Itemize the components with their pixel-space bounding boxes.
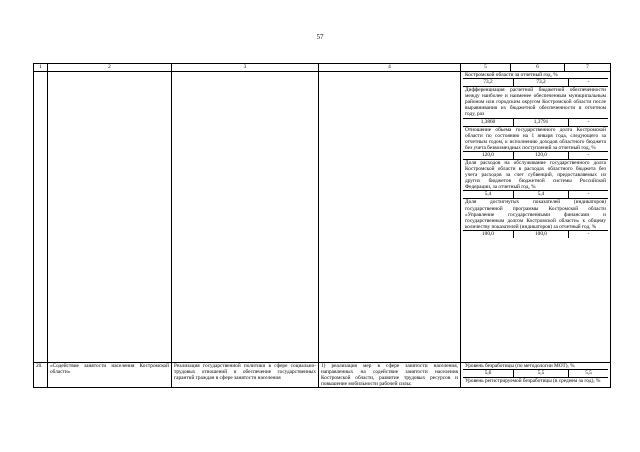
row-number: 20. (34, 363, 48, 388)
value-col5: 1,3860 (463, 119, 514, 126)
indicator-stack (461, 72, 611, 363)
value-col5: 5,4 (463, 191, 514, 198)
header-col-1: 1 (34, 64, 48, 72)
indicator-values (463, 231, 608, 238)
value-col7: - (587, 191, 590, 198)
program-task: 1) реализация мер в сфере занятости населения, направленных на содействие занятости населения Костромской области, развитие трудовых ресурсов и повышение мобильности рабочей силы; (319, 363, 461, 388)
value-col6: 73,2 (514, 79, 569, 86)
value-col6: 5,4 (514, 191, 569, 198)
header-col-7: 7 (565, 64, 611, 72)
indicator-text: Доля расходов на обслуживание государственного долга Костромской области в расходах областного бюджета без учета расходов за счет субвенций, предоставляемых из других бюджетов бюджетной системы Российской Федерации, за отчетный год, % (465, 159, 606, 191)
header-row (34, 64, 611, 72)
program-name: «Содействие занятости населения Костромской области» (48, 363, 172, 388)
value-col5: 100,0 (463, 231, 514, 238)
header-col-5: 5 (461, 64, 511, 72)
page-number: 57 (316, 33, 324, 41)
header-col-3: 3 (172, 64, 319, 72)
indicator-stack (461, 363, 611, 388)
value-col7: 5,5 (585, 370, 592, 377)
indicator-values (463, 119, 608, 127)
continuation-row (34, 72, 611, 363)
header-col-6: 6 (511, 64, 565, 72)
indicator-values (463, 152, 608, 160)
value-col5: 5,6 (463, 370, 514, 377)
value-col7: - (587, 79, 590, 86)
indicator-text: Костромской области за отчетный год, % (463, 72, 608, 79)
program-table (33, 63, 611, 388)
indicator-text: Уровень регистрируемой безработицы (в среднем за год), % (465, 378, 601, 385)
header-col-2: 2 (48, 64, 172, 72)
indicator-text: Отношение объема государственного долга Костромской области по состоянию на 1 января года, следующего за отчетным годом, к исполнению доходов областного бюджета без учета безвозмездных поступлений за отчетный год, % (465, 126, 606, 151)
program-goal: Реализация государственной политики в сфере социально-трудовых отношений и обеспечение государственных гарантий граждан в сфере занятости населения (172, 363, 319, 388)
value-col6: 1,3791 (514, 119, 569, 126)
value-col5: 120,0 (463, 152, 514, 159)
value-col6: 5,5 (514, 370, 569, 377)
value-col6: 120,0 (514, 152, 569, 159)
indicator-text: Дифференциация расчетной бюджетной обеспеченности между наиболее и наименее обеспеченным муниципальным районом или городским округом Костромской области после выравнивания их бюджетной обеспеченности в отчетном году, раз (465, 87, 606, 118)
indicator-text: Доля достигнутых показателей (индикаторов) государственной программы Костромской области «Управление государственными финансами и государственным долгом Костромской области» к общему количеству показателей (индикаторов) за отчетный год, % (465, 199, 606, 230)
indicator-text: Уровень безработицы (по методологии МОТ), % (463, 363, 608, 370)
indicator-values (463, 79, 608, 87)
indicator-values (463, 370, 608, 378)
value-col7: - (587, 230, 590, 237)
value-col7: - (587, 151, 590, 158)
program-row-20 (34, 363, 611, 388)
value-col6: 100,0 (514, 231, 569, 238)
header-col-4: 4 (319, 64, 461, 72)
value-col7: - (587, 118, 590, 125)
value-col5: 73,2 (463, 79, 514, 86)
